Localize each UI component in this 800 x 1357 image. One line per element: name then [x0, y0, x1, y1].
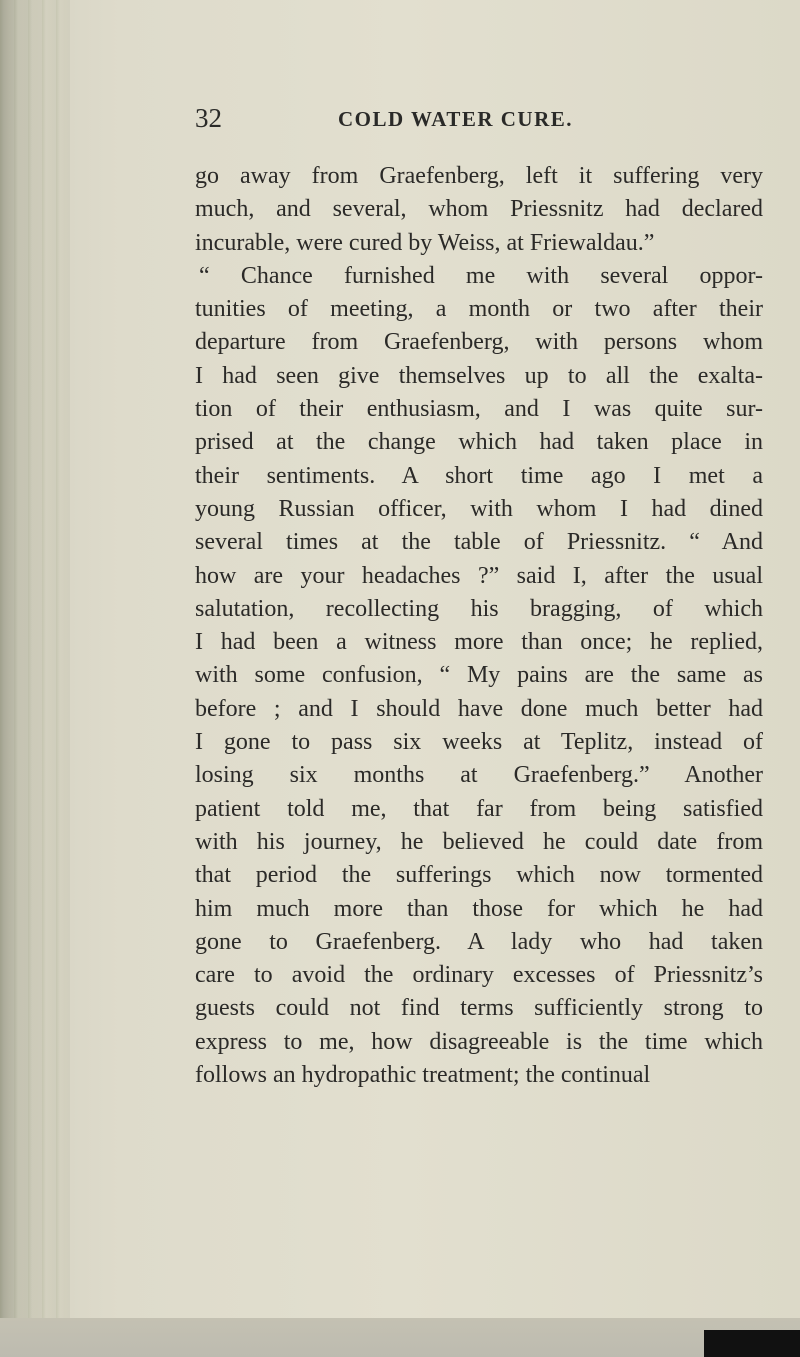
text-line: go away from Graefenberg, left it suffering very: [195, 163, 763, 189]
text-line: express to me, how disagreeable is the time which: [195, 1028, 763, 1055]
body-text: [195, 160, 763, 1092]
text-line: that period the sufferings which now tormented: [195, 862, 763, 889]
text-line: tion of their enthusiasm, and I was quite sur-: [195, 396, 763, 423]
page-number: 32: [195, 103, 222, 133]
text-line: much, and several, whom Priessnitz had declared: [195, 196, 763, 223]
text-line: care to avoid the ordinary excesses of Priessnitz’s: [195, 962, 763, 989]
text-line: with his journey, he believed he could date from: [195, 828, 763, 855]
text-line: before ; and I should have done much better had: [195, 695, 763, 722]
text-line: young Russian officer, with whom I had dined: [195, 495, 763, 522]
text-line: follows an hydropathic treatment; the continual: [195, 1062, 651, 1089]
page-binding-edge: [0, 0, 70, 1330]
text-line: salutation, recollecting his bragging, of which: [195, 595, 763, 622]
scan-corner-block: [704, 1330, 800, 1357]
page-bottom-edge: [0, 1318, 800, 1357]
text-line: I gone to pass six weeks at Teplitz, instead of: [195, 729, 763, 756]
text-line: with some confusion, “ My pains are the same as: [195, 662, 763, 689]
text-line: incurable, were cured by Weiss, at Friewaldau.”: [195, 229, 655, 256]
text-line: several times at the table of Priessnitz. “ And: [195, 529, 763, 556]
text-line: prised at the change which had taken place in: [195, 429, 763, 456]
running-head: COLD WATER CURE.: [338, 107, 574, 131]
text-line: “ Chance furnished me with several oppor-: [199, 262, 763, 289]
text-line: gone to Graefenberg. A lady who had taken: [195, 928, 763, 955]
text-line: him much more than those for which he had: [195, 895, 763, 922]
text-line: tunities of meeting, a month or two after their: [195, 296, 763, 323]
text-line: I had been a witness more than once; he replied,: [195, 629, 763, 656]
text-line: I had seen give themselves up to all the exalta-: [195, 362, 763, 389]
text-line: losing six months at Graefenberg.” Another: [195, 762, 763, 789]
text-line: their sentiments. A short time ago I met a: [195, 462, 763, 489]
text-line: patient told me, that far from being satisfied: [195, 795, 763, 822]
page-header: [195, 100, 775, 136]
text-line: departure from Graefenberg, with persons whom: [195, 329, 763, 356]
text-line: guests could not find terms sufficiently strong to: [195, 995, 763, 1022]
text-line: how are your headaches ?” said I, after the usual: [195, 562, 763, 589]
